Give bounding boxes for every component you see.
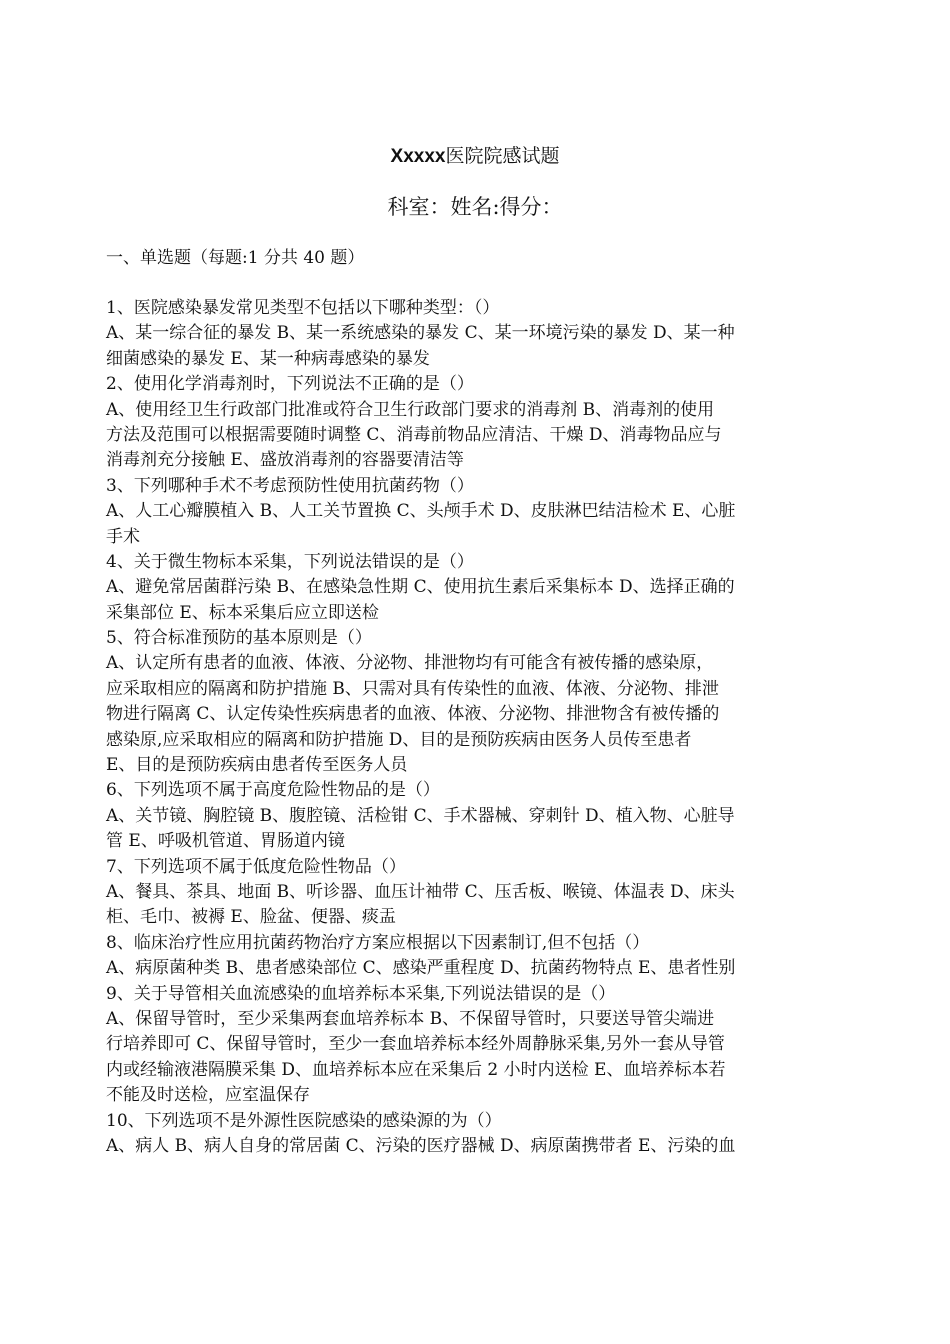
text-line: 手术 xyxy=(106,526,140,547)
text-line: 柜、毛巾、被褥 E、脸盆、便器、痰盂 xyxy=(106,907,396,928)
text-line: 采集部位 E、标本采集后应立即送检 xyxy=(106,602,379,623)
text-line: 内或经输液港隔膜采集 D、血培养标本应在采集后 2 小时内送检 E、血培养标本若 xyxy=(106,1059,726,1080)
text-line: 应采取相应的隔离和防护措施 B、只需对具有传染性的血液、体液、分泌物、排泄 xyxy=(106,678,719,699)
text-line: A、病人 B、病人自身的常居菌 C、污染的医疗器械 D、病原菌携带者 E、污染的血 xyxy=(106,1135,736,1156)
title-suffix: 医院院感试题 xyxy=(445,145,560,167)
text-line: A、人工心瓣膜植入 B、人工关节置换 C、头颅手术 D、皮肤淋巴结洁检术 E、心脏 xyxy=(106,501,736,522)
page-subtitle: 科室：姓名:得分： xyxy=(387,195,563,219)
text-line: A、使用经卫生行政部门批准或符合卫生行政部门要求的消毒剂 B、消毒剂的使用 xyxy=(106,399,715,420)
text-line: 感染原,应采取相应的隔离和防护措施 D、目的是预防疾病由医务人员传至患者 xyxy=(106,729,692,750)
text-line: 行培养即可 C、保留导管时，至少一套血培养标本经外周静脉采集,另外一套从导管 xyxy=(106,1034,725,1055)
text-line: A、餐具、茶具、地面 B、听诊器、血压计袖带 C、压舌板、喉镜、体温表 D、床头 xyxy=(106,881,735,902)
text-line: 消毒剂充分接触 E、盛放消毒剂的容器要清洁等 xyxy=(106,450,464,471)
text-line: 3、下列哪种手术不考虑预防性使用抗菌药物（） xyxy=(106,475,474,496)
text-line: 6、下列选项不属于高度危险性物品的是（） xyxy=(106,780,440,801)
text-line: A、避免常居菌群污染 B、在感染急性期 C、使用抗生素后采集标本 D、选择正确的 xyxy=(106,577,735,598)
text-line: 2、使用化学消毒剂时，下列说法不正确的是（） xyxy=(106,374,474,395)
text-line: 8、临床治疗性应用抗菌药物治疗方案应根据以下因素制订,但不包括（） xyxy=(106,932,650,953)
text-line: 细菌感染的暴发 E、某一种病毒感染的暴发 xyxy=(106,348,430,369)
question-body xyxy=(106,296,846,1159)
text-line: A、病原菌种类 B、患者感染部位 C、感染严重程度 D、抗菌药物特点 E、患者性别 xyxy=(106,958,736,979)
section-heading: 一、单选题（每题:1 分共 40 题） xyxy=(106,248,365,268)
text-line: 10、下列选项不是外源性医院感染的感染源的为（） xyxy=(106,1110,502,1131)
text-line: 9、关于导管相关血流感染的血培养标本采集,下列说法错误的是（） xyxy=(106,983,616,1004)
text-line: 1、医院感染暴发常见类型不包括以下哪种类型：（） xyxy=(106,298,500,318)
text-line: 4、关于微生物标本采集，下列说法错误的是（） xyxy=(106,551,474,572)
text-line: A、某一综合征的暴发 B、某一系统感染的暴发 C、某一环境污染的暴发 D、某一种 xyxy=(106,323,735,344)
text-line: A、认定所有患者的血液、体液、分泌物、排泄物均有可能含有被传播的感染原， xyxy=(106,653,714,674)
text-line: 5、符合标准预防的基本原则是（） xyxy=(106,628,372,649)
text-line: 物进行隔离 C、认定传染性疾病患者的血液、体液、分泌物、排泄物含有被传播的 xyxy=(106,704,720,725)
text-line: 7、下列选项不属于低度危险性物品（） xyxy=(106,856,406,877)
text-line: A、保留导管时，至少采集两套血培养标本 B、不保留导管时，只要送导管尖端进 xyxy=(106,1008,715,1029)
page-title xyxy=(0,143,950,170)
text-line: 方法及范围可以根据需要随时调整 C、消毒前物品应清洁、干燥 D、消毒物品应与 xyxy=(106,424,722,445)
text-line: 不能及时送检，应室温保存 xyxy=(106,1085,310,1106)
text-line: 管 E、呼吸机管道、胃肠道内镜 xyxy=(106,831,345,852)
text-line: A、关节镜、胸腔镜 B、腹腔镜、活检钳 C、手术器械、穿刺针 D、植入物、心脏导 xyxy=(106,805,735,826)
title-prefix: Xxxxx xyxy=(390,146,446,167)
text-line: E、目的是预防疾病由患者传至医务人员 xyxy=(106,755,408,776)
